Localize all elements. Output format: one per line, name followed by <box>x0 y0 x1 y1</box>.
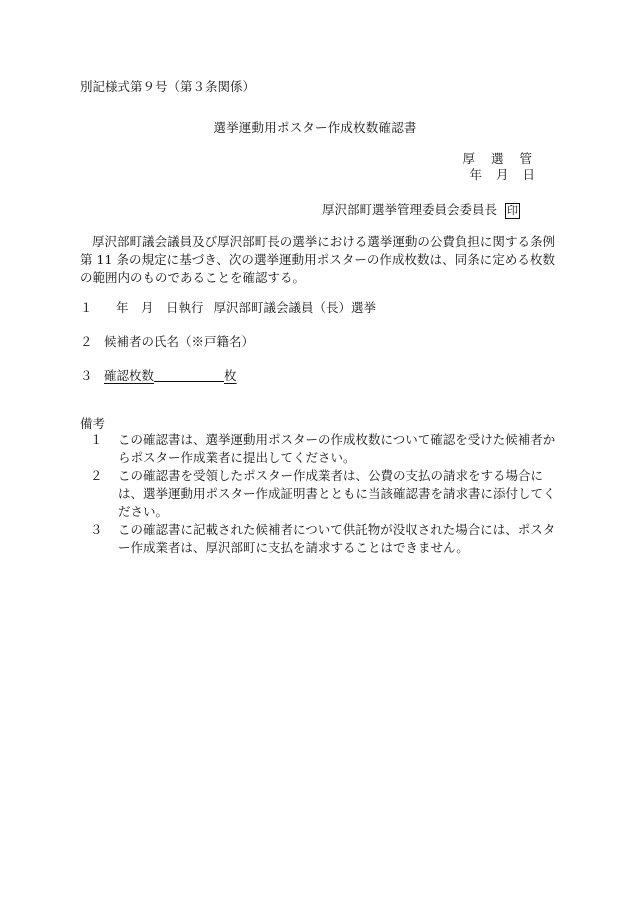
confirmation-text: 厚沢部町議会議員及び厚沢部町長の選挙における選挙運動の公費負担に関する条例第 11 条の規定に基づき、次の選挙運動用ポスターの作成枚数は、同条に定める枚数の範囲内のものであることを確認する。 <box>80 234 555 285</box>
note-item <box>80 467 560 521</box>
item-unit: 枚 <box>224 368 237 383</box>
form-number: 別記様式第９号（第３条関係） <box>80 79 256 94</box>
item-text: 候補者の氏名（※戸籍名） <box>104 334 255 349</box>
note-number: ３ <box>90 522 103 537</box>
item-text: 年 月 日執行 厚沢部町議会議員（長）選挙 <box>116 300 376 315</box>
issuer-name: 厚沢部町選挙管理委員会委員長 <box>321 202 497 217</box>
issuer-block <box>322 201 520 219</box>
confirmation-paragraph <box>80 233 555 287</box>
document-title: 選挙運動用ポスター作成枚数確認書 <box>213 120 417 135</box>
note-item <box>80 521 560 557</box>
item-label: 確認枚数 <box>104 368 155 383</box>
count-blank-field <box>154 369 224 382</box>
item-confirmed-count <box>80 367 237 385</box>
item-number: ２ <box>80 334 93 349</box>
note-number: １ <box>90 432 103 447</box>
note-text <box>104 467 560 521</box>
note-text-content: この確認書を受領したポスター作成業者は、公費の支払の請求をする場合には、選挙運動用ポスター作成証明書とともに当該確認書を請求書に添付してください。 <box>118 468 556 519</box>
item-candidate-name <box>80 333 254 351</box>
note-text <box>104 521 560 557</box>
notes-list <box>80 431 560 557</box>
issue-date: 年 月 日 <box>469 167 540 182</box>
note-number: ２ <box>90 468 103 483</box>
notes-heading: 備考 <box>80 416 106 431</box>
note-text <box>104 431 560 467</box>
item-election <box>80 299 376 317</box>
note-text-content: この確認書は、選挙運動用ポスターの作成枚数について確認を受けた候補者からポスター作成業者に提出してください。 <box>118 432 556 465</box>
item-number: １ <box>80 300 93 315</box>
note-item <box>80 431 560 467</box>
reference-number: 厚 選 管 <box>462 151 538 166</box>
note-text-content: この確認書に記載された候補者について供託物が没収された場合には、ポスター作成業者は、厚沢部町に支払を請求することはできません。 <box>118 522 556 555</box>
item-number: ３ <box>80 368 93 383</box>
seal-mark: 印 <box>507 204 518 217</box>
